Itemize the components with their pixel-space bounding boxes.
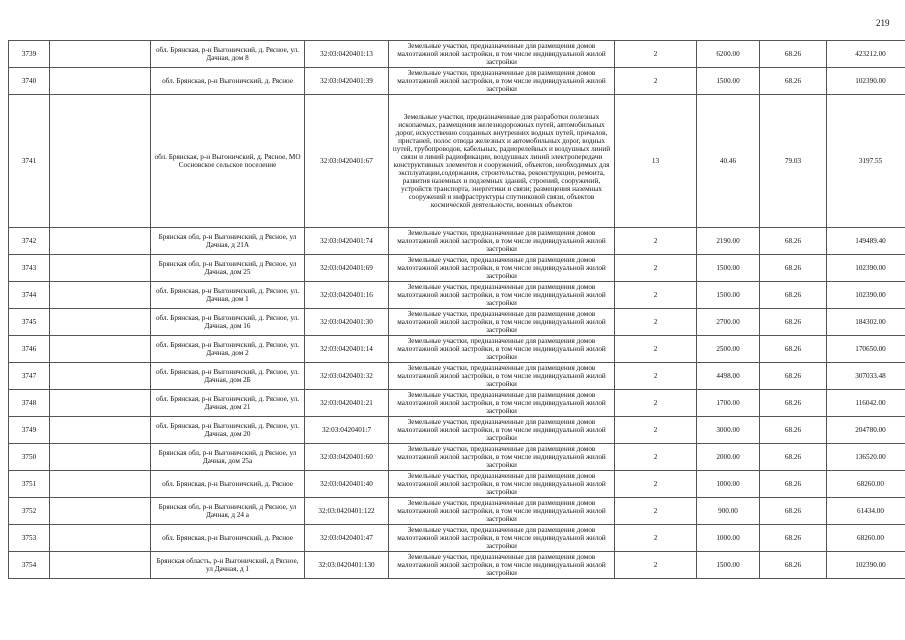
table-row xyxy=(9,282,905,309)
cadastral-number-cell: 32:03:0420401:14 xyxy=(305,336,389,363)
land-use-cell: Земельные участки, предназначенные для размещения домов малоэтажной жилой застройки, в том числе индивидуальной жилой застройки xyxy=(389,282,615,309)
blank-cell xyxy=(50,68,151,95)
row-number-cell: 3754 xyxy=(9,552,50,579)
rate-cell: 68.26 xyxy=(760,525,827,552)
table-row xyxy=(9,68,905,95)
area-cell: 900.00 xyxy=(697,498,760,525)
row-number-cell: 3740 xyxy=(9,68,50,95)
address-cell: обл. Брянская, р-н Выгоничский, д. Рясное, МО Сосновское сельское поселение xyxy=(151,95,305,228)
blank-cell xyxy=(50,390,151,417)
area-cell: 40.46 xyxy=(697,95,760,228)
rate-cell: 68.26 xyxy=(760,390,827,417)
table-row xyxy=(9,309,905,336)
cadastral-value-cell: 136520.00 xyxy=(827,444,905,471)
rate-cell: 68.26 xyxy=(760,552,827,579)
row-number-cell: 3742 xyxy=(9,228,50,255)
cadastral-number-cell: 32:03:0420401:130 xyxy=(305,552,389,579)
category-cell: 2 xyxy=(615,41,697,68)
blank-cell xyxy=(50,41,151,68)
cadastral-number-cell: 32:03:0420401:60 xyxy=(305,444,389,471)
cadastral-number-cell: 32:03:0420401:13 xyxy=(305,41,389,68)
category-cell: 2 xyxy=(615,363,697,390)
cadastral-value-cell: 68260.00 xyxy=(827,525,905,552)
cadastral-number-cell: 32:03:0420401:74 xyxy=(305,228,389,255)
cadastral-value-cell: 102390.00 xyxy=(827,282,905,309)
area-cell: 1500.00 xyxy=(697,282,760,309)
rate-cell: 68.26 xyxy=(760,255,827,282)
land-registry-table xyxy=(8,40,905,579)
land-use-cell: Земельные участки, предназначенные для размещения домов малоэтажной жилой застройки, в том числе индивидуальной жилой застройки xyxy=(389,444,615,471)
category-cell: 13 xyxy=(615,95,697,228)
table-row xyxy=(9,498,905,525)
row-number-cell: 3741 xyxy=(9,95,50,228)
table-row xyxy=(9,41,905,68)
blank-cell xyxy=(50,336,151,363)
row-number-cell: 3749 xyxy=(9,417,50,444)
area-cell: 1000.00 xyxy=(697,471,760,498)
row-number-cell: 3743 xyxy=(9,255,50,282)
area-cell: 1500.00 xyxy=(697,552,760,579)
cadastral-number-cell: 32:03:0420401:21 xyxy=(305,390,389,417)
land-use-cell: Земельные участки, предназначенные для размещения домов малоэтажной жилой застройки, в том числе индивидуальной жилой застройки xyxy=(389,417,615,444)
table-row xyxy=(9,390,905,417)
land-use-cell: Земельные участки, предназначенные для размещения домов малоэтажной жилой застройки, в том числе индивидуальной жилой застройки xyxy=(389,525,615,552)
cadastral-value-cell: 149489.40 xyxy=(827,228,905,255)
area-cell: 3000.00 xyxy=(697,417,760,444)
blank-cell xyxy=(50,282,151,309)
table-row xyxy=(9,444,905,471)
rate-cell: 68.26 xyxy=(760,68,827,95)
area-cell: 1500.00 xyxy=(697,68,760,95)
row-number-cell: 3744 xyxy=(9,282,50,309)
cadastral-value-cell: 102390.00 xyxy=(827,552,905,579)
category-cell: 2 xyxy=(615,471,697,498)
row-number-cell: 3751 xyxy=(9,471,50,498)
rate-cell: 68.26 xyxy=(760,41,827,68)
land-use-cell: Земельные участки, предназначенные для размещения домов малоэтажной жилой застройки, в том числе индивидуальной жилой застройки xyxy=(389,498,615,525)
rate-cell: 68.26 xyxy=(760,282,827,309)
cadastral-value-cell: 116042.00 xyxy=(827,390,905,417)
address-cell: Брянская обл, р-н Выгоничский, д Рясное, ул Дачная, д 21А xyxy=(151,228,305,255)
row-number-cell: 3752 xyxy=(9,498,50,525)
blank-cell xyxy=(50,255,151,282)
land-use-cell: Земельные участки, предназначенные для размещения домов малоэтажной жилой застройки, в том числе индивидуальной жилой застройки xyxy=(389,552,615,579)
rate-cell: 68.26 xyxy=(760,498,827,525)
cadastral-value-cell: 102390.00 xyxy=(827,68,905,95)
area-cell: 2700.00 xyxy=(697,309,760,336)
row-number-cell: 3750 xyxy=(9,444,50,471)
address-cell: обл. Брянская, р-н Выгоничский, д. Рясное, ул. Дачная, дом 16 xyxy=(151,309,305,336)
category-cell: 2 xyxy=(615,309,697,336)
cadastral-value-cell: 204780.00 xyxy=(827,417,905,444)
area-cell: 2500.00 xyxy=(697,336,760,363)
table-row xyxy=(9,525,905,552)
table-row xyxy=(9,228,905,255)
land-use-cell: Земельные участки, предназначенные для размещения домов малоэтажной жилой застройки, в том числе индивидуальной жилой застройки xyxy=(389,255,615,282)
address-cell: Брянская обл, р-н Выгоничский, д Рясное, ул Дачная, дом 25а xyxy=(151,444,305,471)
table-row xyxy=(9,363,905,390)
address-cell: обл. Брянская, р-н Выгоничский, д. Рясное xyxy=(151,68,305,95)
land-use-cell: Земельные участки, предназначенные для размещения домов малоэтажной жилой застройки, в том числе индивидуальной жилой застройки xyxy=(389,390,615,417)
rate-cell: 68.26 xyxy=(760,471,827,498)
row-number-cell: 3739 xyxy=(9,41,50,68)
area-cell: 1000.00 xyxy=(697,525,760,552)
category-cell: 2 xyxy=(615,444,697,471)
category-cell: 2 xyxy=(615,336,697,363)
cadastral-value-cell: 423212.00 xyxy=(827,41,905,68)
area-cell: 1700.00 xyxy=(697,390,760,417)
category-cell: 2 xyxy=(615,228,697,255)
land-use-cell: Земельные участки, предназначенные для размещения домов малоэтажной жилой застройки, в том числе индивидуальной жилой застройки xyxy=(389,41,615,68)
table-row xyxy=(9,471,905,498)
address-cell: обл. Брянская, р-н Выгоничский, д. Рясное, ул. Дачная, дом 20 xyxy=(151,417,305,444)
category-cell: 2 xyxy=(615,525,697,552)
cadastral-value-cell: 61434.00 xyxy=(827,498,905,525)
address-cell: обл. Брянская, р-н Выгоничский, д. Рясное, ул. Дачная, дом 21 xyxy=(151,390,305,417)
area-cell: 2000.00 xyxy=(697,444,760,471)
land-use-cell: Земельные участки, предназначенные для размещения домов малоэтажной жилой застройки, в том числе индивидуальной жилой застройки xyxy=(389,363,615,390)
blank-cell xyxy=(50,363,151,390)
row-number-cell: 3747 xyxy=(9,363,50,390)
address-cell: обл. Брянская, р-н Выгоничский, д. Рясное, ул. Дачная, дом 8 xyxy=(151,41,305,68)
address-cell: Брянская обл, р-н Выгоничский, д Рясное, ул Дачная, д 24 а xyxy=(151,498,305,525)
area-cell: 2190.00 xyxy=(697,228,760,255)
table-row xyxy=(9,336,905,363)
cadastral-number-cell: 32:03:0420401:32 xyxy=(305,363,389,390)
blank-cell xyxy=(50,471,151,498)
row-number-cell: 3745 xyxy=(9,309,50,336)
address-cell: обл. Брянская, р-н Выгоничский, д. Рясное, ул. Дачная, дом 2Б xyxy=(151,363,305,390)
blank-cell xyxy=(50,95,151,228)
rate-cell: 68.26 xyxy=(760,417,827,444)
blank-cell xyxy=(50,228,151,255)
address-cell: обл. Брянская, р-н Выгоничский, д. Рясное, ул. Дачная, дом 1 xyxy=(151,282,305,309)
land-use-cell: Земельные участки, предназначенные для размещения домов малоэтажной жилой застройки, в том числе индивидуальной жилой застройки xyxy=(389,309,615,336)
address-cell: обл. Брянская, р-н Выгоничский, д. Рясное xyxy=(151,525,305,552)
cadastral-number-cell: 32:03:0420401:40 xyxy=(305,471,389,498)
rate-cell: 79.03 xyxy=(760,95,827,228)
area-cell: 1500.00 xyxy=(697,255,760,282)
page-number: 219 xyxy=(876,18,890,28)
cadastral-value-cell: 184302.00 xyxy=(827,309,905,336)
area-cell: 6200.00 xyxy=(697,41,760,68)
category-cell: 2 xyxy=(615,390,697,417)
land-use-cell: Земельные участки, предназначенные для размещения домов малоэтажной жилой застройки, в том числе индивидуальной жилой застройки xyxy=(389,228,615,255)
land-use-cell: Земельные участки, предназначенные для размещения домов малоэтажной жилой застройки, в том числе индивидуальной жилой застройки xyxy=(389,68,615,95)
area-cell: 4498.00 xyxy=(697,363,760,390)
row-number-cell: 3753 xyxy=(9,525,50,552)
category-cell: 2 xyxy=(615,498,697,525)
address-cell: обл. Брянская, р-н Выгоничский, д. Рясное, ул. Дачная, дом 2 xyxy=(151,336,305,363)
cadastral-number-cell: 32:03:0420401:67 xyxy=(305,95,389,228)
table-row xyxy=(9,417,905,444)
cadastral-value-cell: 307033.48 xyxy=(827,363,905,390)
cadastral-number-cell: 32:03:0420401:47 xyxy=(305,525,389,552)
rate-cell: 68.26 xyxy=(760,363,827,390)
blank-cell xyxy=(50,444,151,471)
rate-cell: 68.26 xyxy=(760,309,827,336)
row-number-cell: 3748 xyxy=(9,390,50,417)
rate-cell: 68.26 xyxy=(760,444,827,471)
category-cell: 2 xyxy=(615,282,697,309)
table-row xyxy=(9,255,905,282)
blank-cell xyxy=(50,309,151,336)
cadastral-number-cell: 32:03:0420401:39 xyxy=(305,68,389,95)
cadastral-number-cell: 32:03:0420401:16 xyxy=(305,282,389,309)
table-row xyxy=(9,552,905,579)
cadastral-value-cell: 68260.00 xyxy=(827,471,905,498)
category-cell: 2 xyxy=(615,255,697,282)
rate-cell: 68.26 xyxy=(760,228,827,255)
address-cell: Брянская обл, р-н Выгоничский, д Рясное, ул Дачная, дом 25 xyxy=(151,255,305,282)
cadastral-value-cell: 3197.55 xyxy=(827,95,905,228)
address-cell: обл. Брянская, р-н Выгоничский, д. Рясное xyxy=(151,471,305,498)
land-use-cell: Земельные участки, предназначенные для размещения домов малоэтажной жилой застройки, в том числе индивидуальной жилой застройки xyxy=(389,471,615,498)
category-cell: 2 xyxy=(615,552,697,579)
blank-cell xyxy=(50,525,151,552)
cadastral-value-cell: 170650.00 xyxy=(827,336,905,363)
blank-cell xyxy=(50,552,151,579)
land-use-cell: Земельные участки, предназначенные для разработки полезных ископаемых, размещения железнодорожных путей, автомобильных дорог, искусственно созданных внутренних водных путей, причалов, пристаней, полос отвода железных и автомобильных дорог, водных путей, трубопроводов, кабельных, радиорелейных и воздушных линий связи и линий радиофикации, воздушных линий электропередачи конструктивных элементов и сооружений, объектов, необходимых для эксплуатации,содержания, строительства, реконструкции, ремонта, развития наземных и подземных зданий, строений, сооружений, устройств транспорта, энергетики и связи; размещения наземных сооружений и инфраструктуры спутниковой связи, объектов космической деятельности, военных объектов xyxy=(389,95,615,228)
table-row xyxy=(9,95,905,228)
cadastral-number-cell: 32:03:0420401:30 xyxy=(305,309,389,336)
cadastral-number-cell: 32:03:0420401:7 xyxy=(305,417,389,444)
category-cell: 2 xyxy=(615,417,697,444)
row-number-cell: 3746 xyxy=(9,336,50,363)
cadastral-value-cell: 102390.00 xyxy=(827,255,905,282)
cadastral-number-cell: 32:03:0420401:69 xyxy=(305,255,389,282)
category-cell: 2 xyxy=(615,68,697,95)
blank-cell xyxy=(50,498,151,525)
land-use-cell: Земельные участки, предназначенные для размещения домов малоэтажной жилой застройки, в том числе индивидуальной жилой застройки xyxy=(389,336,615,363)
rate-cell: 68.26 xyxy=(760,336,827,363)
registry-table-body xyxy=(9,41,905,579)
address-cell: Брянская область, р-н Выгоничский, д Рясное, ул Дачная, д 1 xyxy=(151,552,305,579)
blank-cell xyxy=(50,417,151,444)
cadastral-number-cell: 32:03:0420401:122 xyxy=(305,498,389,525)
